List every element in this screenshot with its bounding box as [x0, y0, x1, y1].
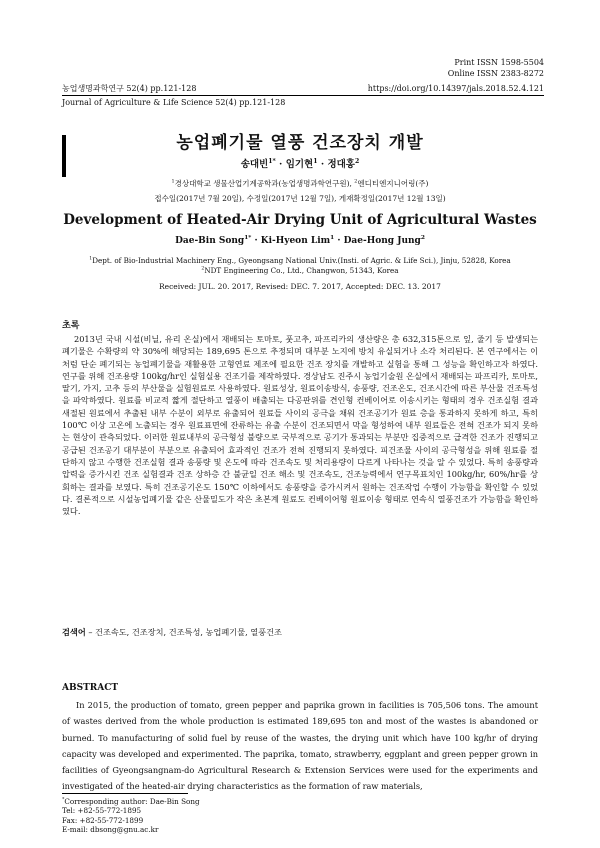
title-korean: 농업폐기물 열풍 건조장치 개발	[176, 133, 424, 153]
author-1-eng: Dae-Bin Song	[175, 236, 245, 246]
author-2-kor: 임기현	[285, 159, 314, 170]
print-issn: Print ISSN 1598-5504	[454, 58, 544, 67]
keywords-label: 검색어	[62, 627, 86, 637]
email: E-mail: dbsong@gnu.ac.kr	[62, 824, 159, 834]
journal-eng: Journal of Agriculture & Life Science 52(4) pp.121-128	[62, 98, 286, 107]
author-3-eng: Dae-Hong Jung	[343, 236, 421, 246]
dates-english: Received: JUL. 20. 2017, Revised: DEC. 7. 2017, Accepted: DEC. 13. 2017	[159, 282, 441, 291]
keywords-korean	[62, 627, 282, 638]
online-issn: Online ISSN 2383-8272	[447, 69, 544, 78]
dates-korean: 접수일(2017년 7월 20일), 수정일(2017년 12월 7일), 게재확정일(2017년 12월 13일)	[154, 194, 446, 203]
abstract-english	[62, 697, 538, 795]
tel: Tel: +82-55-772-1895	[62, 806, 142, 816]
abstract-korean-body: 2013년 국내 시설(비닐, 유리 온실)에서 재배되는 토마토, 풋고추, 파프리카의 생산량은 총 632,315톤으로 잎, 줄기 등 발생되는 폐기물은 수확량의 약 30%에 해당되는 189,695 톤으로 추정되며 대부분 노지에 방치 유실되거나 소각 처리된다. 본 연구에서는 이 처럼 단순 폐기되는 농업폐기물을 재활용한 고형연료 제조에 필요한 건조 장치를 개발하고 실험을 통해 그 성능을 확인하고자 하였다. 연구를 위해 건조용량 100kg/hr인 실험실용 건조기를 제작하였다. 경상남도 진주시 농업기술원 온실에서 재배되는 파프리카, 토마토, 딸기, 가지, 고추 등의 부산물을 실험원료로 사용하였다. 원료성상, 원료이송방식, 송풍량, 건조온도, 건조시간에 따른 부산물 건조특성을 파악하였다. 원료를 비교적 짧게 절단하고 열풍이 배출되는 다공판위를 견인형 컨베이어로 이송시키는 형태의 경우 건조실험 결과 새절된 원료에서 추출된 내부 수분이 외부로 유출되어 원료들 사이의 공극을 채워 건조공기가 원료 층을 통과하지 못하게 하고, 특히 100℃ 이상 고온에 노출되는 경우 원료표면에 잔류하는 유출 수분이 건조되면서 막을 형성하여 내부 원료들은 전혀 건조가 되지 못하는 현상이 관측되었다. 이러한 원료내부의 공극형성 불량으로 국부적으로 공기가 통과되는 부분만 집중적으로 급격한 건조가 진행되고 공급된 건조공기 대부분이 부분으로 유출되어 효과적인 건조가 전혀 진행되지 못하였다. 피건조물 사이의 공극형성을 위해 원료를 절단하지 않고 수행한 건조실험 결과 송풍량 및 온도에 따라 건조속도 및 처리용량이 다르게 나타나는 것을 알 수 있었다. 특히 송풍량과 압력을 증가시킨 건조 실험결과 건조 상하층 간 불균일 건조 해소 및 건조속도, 건조능력에서 연구목표치인 100kg/hr, 60%/hr를 상회하는 결과를 보였다. 특히 건조공기온도 150℃ 이하에서도 송풍량을 증가시켜서 원하는 건조작업 수행이 가능함을 확인할 수 있었다. 결론적으로 시설농업폐기물 같은 산물밀도가 작은 초본계 원료도 컨베이어형 원료이송 형태로 연속식 열풍건조가 가능함을 확인하였다.	[62, 334, 538, 517]
authors-korean: 송대빈$^{1*}$ · 임기현$^1$ · 정대홍$^2$	[240, 157, 360, 170]
author-3-kor: 정대홍	[327, 159, 355, 170]
corresponding-author: *Corresponding author: Dae-Bin Song	[62, 797, 200, 806]
journal-kor: 농업생명과학연구 52(4) pp.121-128	[62, 84, 197, 93]
abstract-korean-heading: 초록	[62, 321, 80, 331]
footnote	[62, 797, 200, 834]
footnote-rule	[62, 793, 188, 794]
author-2-eng: Ki-Hyeon Lim	[260, 236, 331, 246]
author-1-kor: 송대빈	[240, 159, 269, 170]
affiliation-english-1: $^1$Dept. of Bio-Industrial Machinery Eng., Gyeongsang National Univ.(Insti. of Agric. & Life Sci.), Jinju, 52828, Korea	[89, 256, 511, 265]
doi: https://doi.org/10.14397/jals.2018.52.4.121	[367, 84, 544, 93]
authors-english: Dae-Bin Song$^{1*}$ · Ki-Hyeon Lim$^1$ · Dae-Hong Jung$^2$	[175, 235, 425, 246]
keywords-text: – 건조속도, 건조장치, 건조특성, 농업폐기물, 열풍건조	[85, 627, 282, 637]
header-rule	[62, 95, 544, 96]
abstract-english-heading: ABSTRACT	[62, 683, 119, 693]
affiliation-korean: $^1$경상대학교 생물산업기계공학과(농업생명과학연구원), $^2$엔디티엔지니어링(주)	[171, 178, 429, 188]
abstract-english-body: In 2015, the production of tomato, green pepper and paprika grown in facilities is 705,506 tons. The amount of wastes derived from the whole production is estimated 189,695 ton and most of the wastes is abandoned or burned. To manufacturing of solid fuel by reuse of the wastes, the drying unit which have 100 kg/hr of drying capacity was developed and experimented. The paprika, tomato, strawberry, eggplant and green pepper grown in facilities of Gyeongsangnam-do Agricultural Research & Extension Services were used for the experiments and investigated of the heated-air drying characteristics as the formation of raw materials,	[62, 700, 538, 792]
affiliation-english-2: $^2$NDT Engineering Co., Ltd., Changwon, 51343, Korea	[201, 266, 399, 275]
abstract-korean	[62, 333, 538, 517]
fax: Fax: +82-55-772-1899	[62, 815, 144, 825]
title-english: Development of Heated-Air Drying Unit of Agricultural Wastes	[63, 212, 537, 228]
